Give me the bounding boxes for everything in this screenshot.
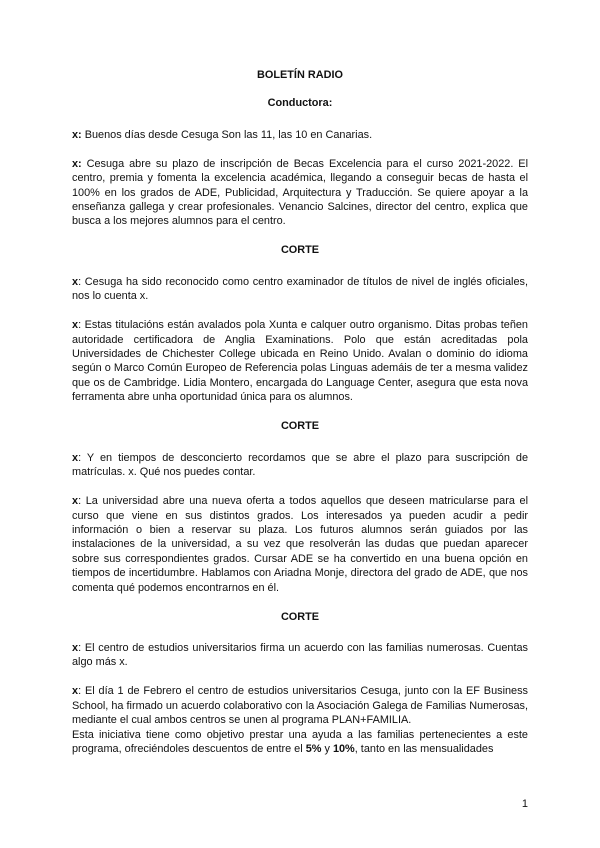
paragraph-english-exam-detail: x: Estas titulacións están avalados pola Xunta e calquer outro organismo. Ditas probas teñen autoridade certificadora de Anglia Examinations. Polo que están acreditadas pola Universidades de Chichester College ubicada en Reino Unido. Avalan o dominio do idioma según o Marco Común Europeo de Referencia polas Linguas ademáis de ter a mesma validez que os de Cambridge. Lidia Montero, encargada do Language Center, asegura que esta nova ferramenta abre unha oportunidad única para os alumnos. [72, 319, 528, 404]
speaker-label: x [72, 451, 79, 464]
speaker-label: x [72, 495, 79, 508]
corte-separator: CORTE [280, 420, 320, 433]
host-heading: Conductora: [267, 97, 333, 110]
paragraph-greeting: x: Buenos días desde Cesuga Son las 11, las 10 en Canarias. [72, 128, 373, 141]
paragraph-initiative: Esta iniciativa tiene como objetivo prestar una ayuda a las familias pertenecientes a este programa, ofreciéndoles descuentos de entre el 5% y 10%, tanto en las mensualidades [72, 728, 528, 755]
speaker-label: x [72, 641, 79, 654]
discount-low: 5% [305, 742, 322, 755]
speaker-label: x [72, 275, 79, 288]
corte-separator: CORTE [280, 610, 320, 623]
paragraph-enrollment-detail: x: La universidad abre una nueva oferta a todos aquellos que deseen matricularse para el curso que viene en sus distintos grados. Los interesados ya pueden acudir a pedir información o bien a reservar su plaza. Los futuros alumnos serán guiados por las instalaciones de la universidad, a su vez que resolverán las dudas que puedan aparecer sobre sus correspondientes grados. Cursar ADE se ha convertido en una buena opción en tiempos de incertidumbre. Hablamos con Ariadna Monje, directora del grado de ADE, que nos comenta qué podemos encontrarnos en él. [72, 495, 528, 594]
speaker-label: x: [72, 128, 82, 141]
paragraph-english-exam-intro: x: Cesuga ha sido reconocido como centro examinador de títulos de nivel de inglés oficiales, nos lo cuenta x. [72, 275, 528, 303]
page-number: 1 [521, 798, 528, 810]
paragraph-scholarships: x: Cesuga abre su plazo de inscripción de Becas Excelencia para el curso 2021-2022. El centro, premia y fomenta la excelencia académica, llegando a conseguir becas de hasta el 100% en los grados de ADE, Publicidad, Arquitectura y Traducción. Se quiere apoyar a la enseñanza gallega y crear profesionales. Venancio Salcines, director del centro, explica que busca a los mejores alumnos para el centro. [72, 157, 528, 228]
paragraph-large-families-detail: x: El día 1 de Febrero el centro de estudios universitarios Cesuga, junto con la EF Business School, ha firmado un acuerdo colaborativo con la Asociación Galega de Familias Numerosas, mediante el cual ambos centros se unen al programa PLAN+FAMILIA. [72, 685, 528, 727]
corte-separator: CORTE [280, 244, 320, 257]
speaker-label: x [72, 319, 79, 332]
paragraph-large-families-intro: x: El centro de estudios universitarios firma un acuerdo con las familias numerosas. Cuentas algo más x. [72, 641, 528, 669]
document-body [72, 68, 528, 771]
speaker-label: x [72, 685, 79, 698]
document-title: BOLETÍN RADIO [257, 69, 343, 81]
speaker-label: x: [72, 157, 82, 170]
discount-high: 10% [332, 742, 355, 755]
paragraph-enrollment-intro: x: Y en tiempos de desconcierto recordamos que se abre el plazo para suscripción de matrículas. x. Qué nos puedes contar. [72, 451, 528, 479]
